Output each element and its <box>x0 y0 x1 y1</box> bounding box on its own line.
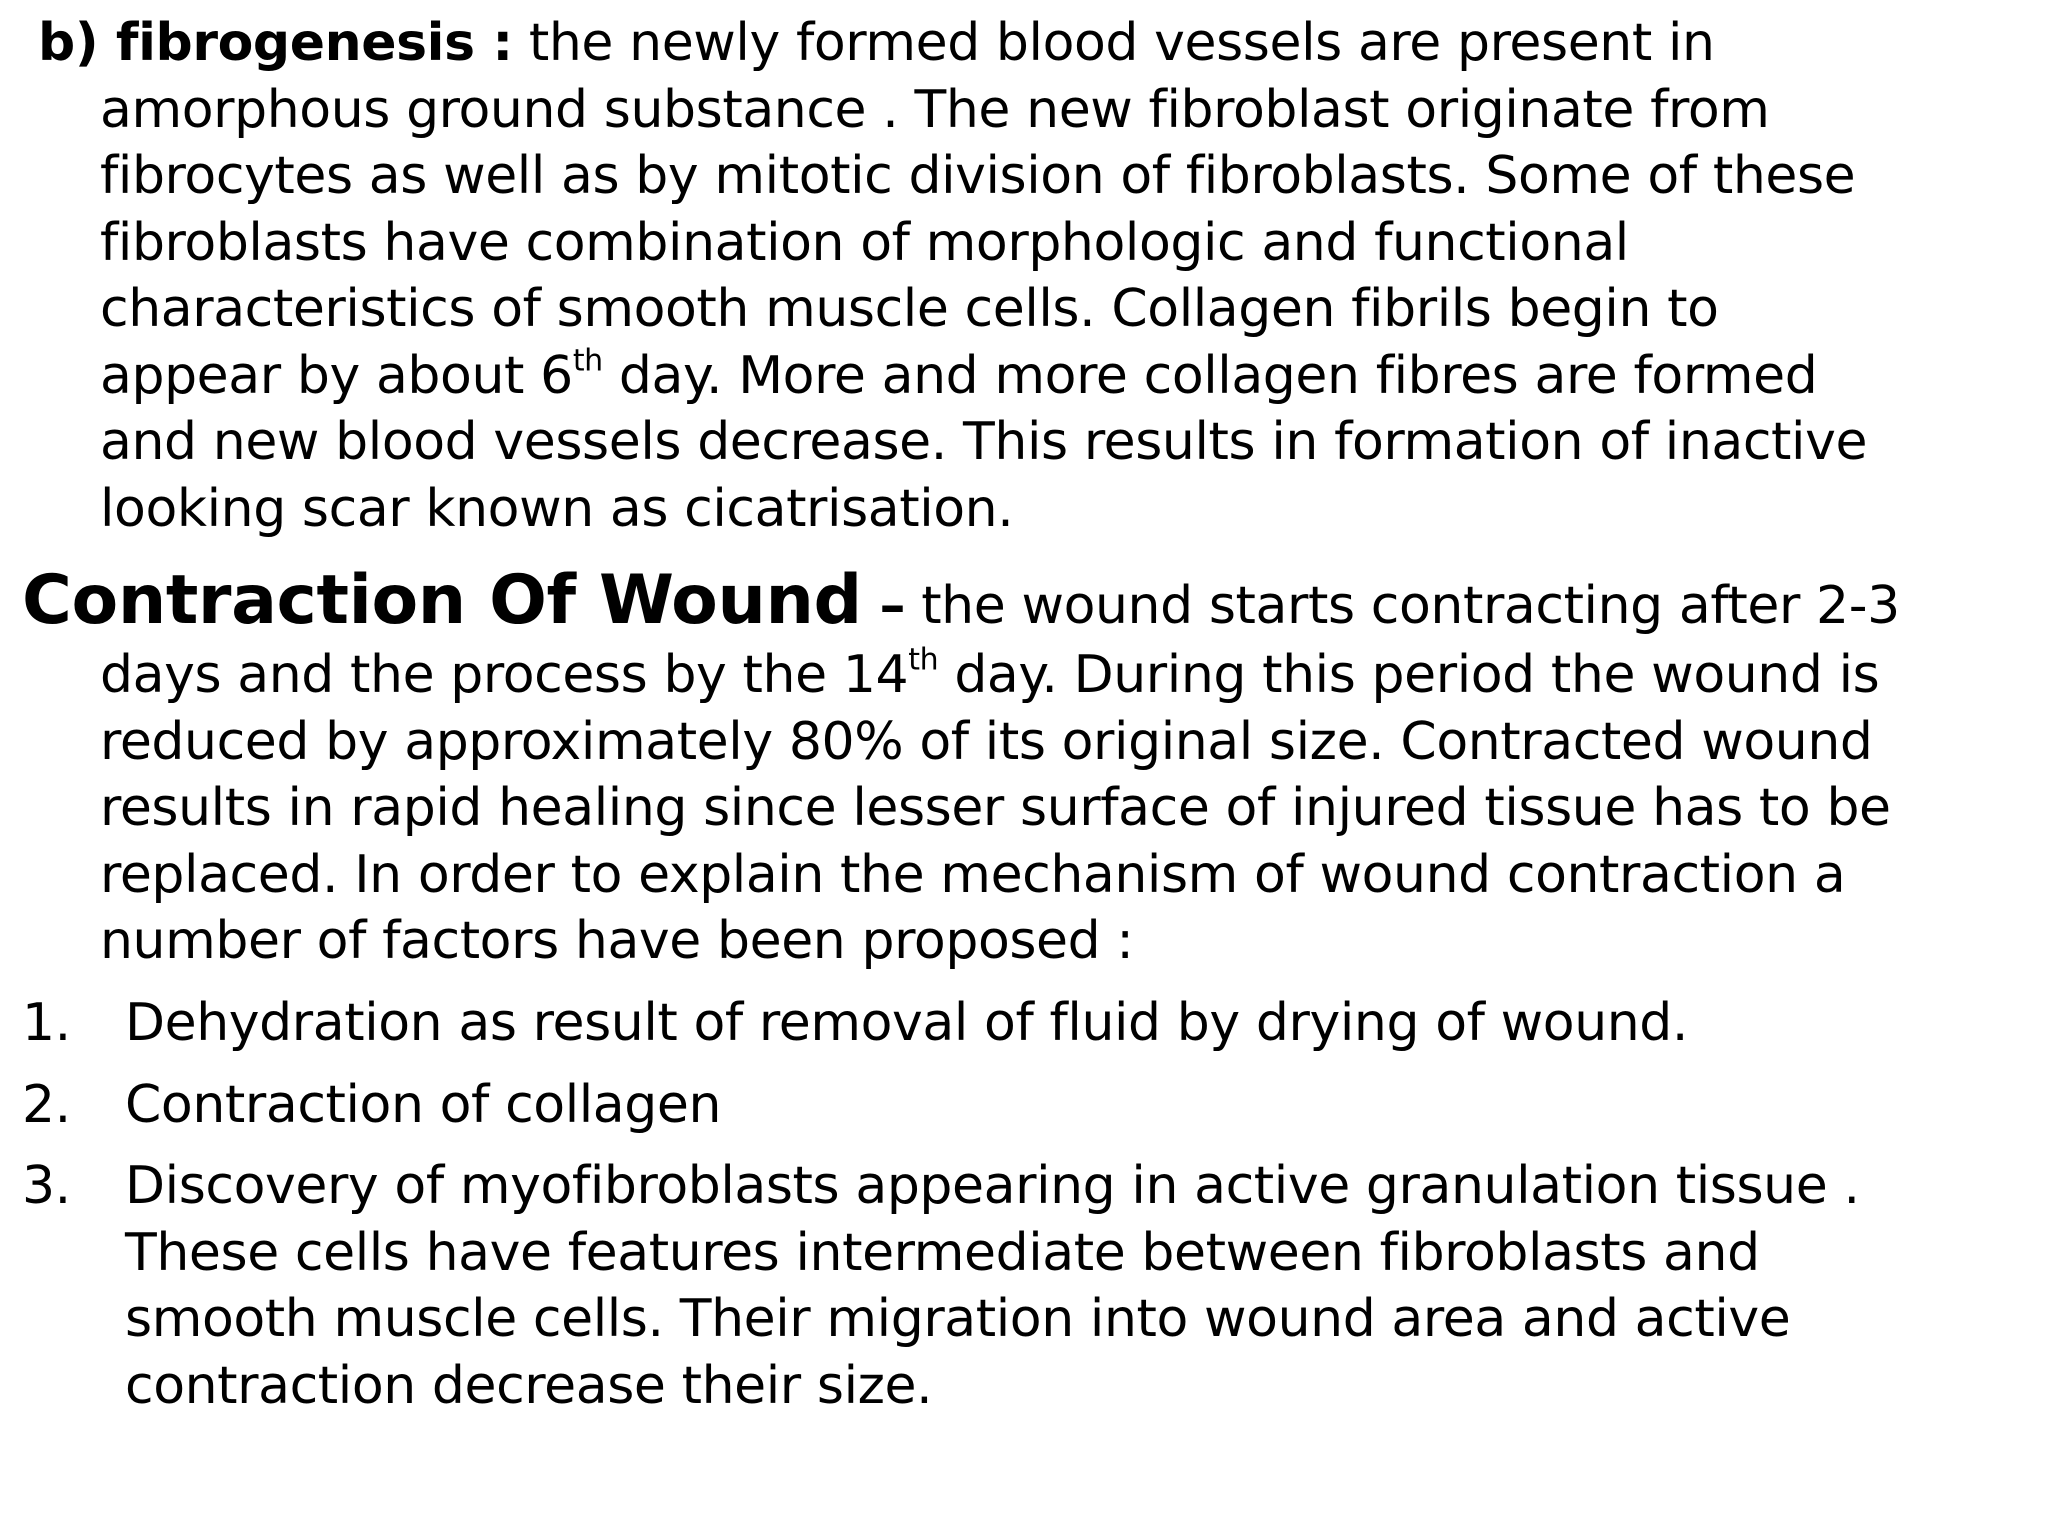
factor-line: These cells have features intermediate between fibroblasts and <box>125 1222 1760 1283</box>
factor-text <box>125 990 2030 1057</box>
fibrogenesis-line-7: and new blood vessels decrease. This results in formation of inactive <box>100 412 1868 472</box>
factor-item-3 <box>0 1153 2030 1419</box>
factor-number: 3. <box>22 1156 71 1216</box>
fibrogenesis-line-5: characteristics of smooth muscle cells. Collagen fibrils begin to <box>100 279 1719 339</box>
contraction-line-6: number of factors have been proposed : <box>100 911 1134 971</box>
factor-item-1 <box>0 990 2030 1057</box>
fibrogenesis-line-8: looking scar known as cicatrisation. <box>100 478 1014 539</box>
fibrogenesis-lead: b) fibrogenesis : <box>38 13 513 73</box>
factor-line: Dehydration as result of removal of fluid by drying of wound. <box>125 993 1689 1053</box>
factor-line: Discovery of myofibroblasts appearing in active granulation tissue . <box>125 1156 1860 1216</box>
factor-text <box>125 1072 2030 1139</box>
fibrogenesis-line-3: fibrocytes as well as by mitotic division of fibroblasts. Some of these <box>100 146 1856 206</box>
contraction-first-text: the wound starts contracting after 2-3 <box>905 576 1900 636</box>
contraction-line-1 <box>22 561 2030 642</box>
contraction-dash: – <box>861 576 906 636</box>
factor-text <box>125 1153 2030 1419</box>
fibrogenesis-line-2: amorphous ground substance . The new fibroblast originate from <box>100 79 1770 140</box>
contraction-line-5: replaced. In order to explain the mechanism of wound contraction a <box>100 844 1846 905</box>
factor-item-2 <box>0 1072 2030 1139</box>
contraction-line-2-post: day. During this period the wound is <box>938 645 1880 705</box>
contraction-line-3: reduced by approximately 80% of its original size. Contracted wound <box>100 711 1873 772</box>
fibrogenesis-paragraph <box>38 10 2030 542</box>
factor-line: smooth muscle cells. Their migration into wound area and active <box>125 1289 1791 1349</box>
contraction-paragraph <box>22 561 2030 975</box>
fibrogenesis-line-6-post: day. More and more collagen fibres are formed <box>602 345 1818 406</box>
fibrogenesis-first-text: the newly formed blood vessels are present in <box>512 13 1715 73</box>
contraction-line-2 <box>100 642 2030 709</box>
factor-line: Contraction of collagen <box>125 1074 722 1135</box>
factor-number: 1. <box>22 993 71 1053</box>
contraction-ordinal-sup: th <box>908 642 939 678</box>
contraction-line-2-pre: days and the process by the 14 <box>100 645 909 705</box>
factor-number: 2. <box>22 1074 71 1135</box>
fibrogenesis-line-6-pre: appear by about 6 <box>100 345 573 406</box>
fibrogenesis-line-6 <box>100 343 2030 410</box>
fibrogenesis-ordinal-sup: th <box>572 343 603 378</box>
factors-list <box>0 990 2030 1434</box>
contraction-heading: Contraction Of Wound <box>22 561 862 640</box>
fibrogenesis-line-4: fibroblasts have combination of morphologic and functional <box>100 212 1629 273</box>
fibrogenesis-line-1 <box>38 10 2030 77</box>
contraction-line-4: results in rapid healing since lesser surface of injured tissue has to be <box>100 778 1891 838</box>
factor-line: contraction decrease their size. <box>125 1355 933 1416</box>
